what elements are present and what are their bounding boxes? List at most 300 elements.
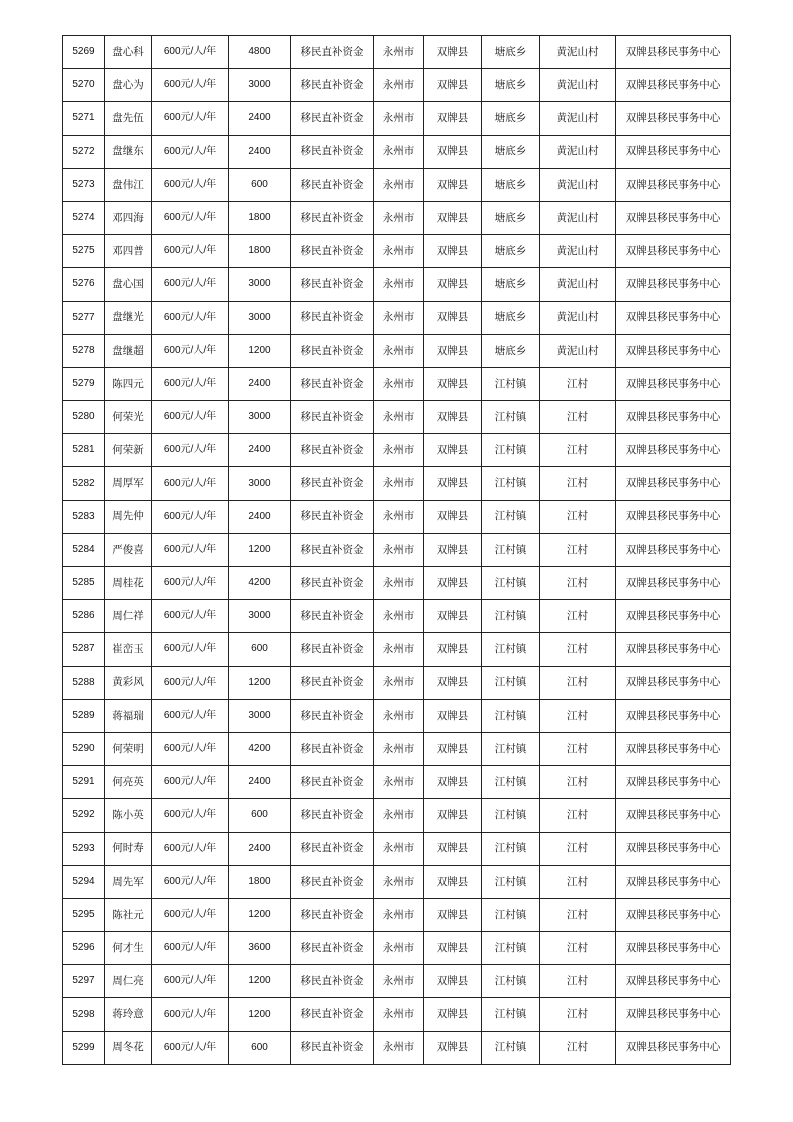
agency-cell: 双牌县移民事务中心 [616,102,731,135]
city-cell: 永州市 [374,69,424,102]
recipient-name-cell: 盘心国 [105,268,152,301]
agency-cell: 双牌县移民事务中心 [616,732,731,765]
agency-cell: 双牌县移民事务中心 [616,965,731,998]
amount-cell: 1200 [229,334,291,367]
town-cell: 塘底乡 [482,135,540,168]
subsidy-standard-cell: 600元/人/年 [152,268,229,301]
town-cell: 江村镇 [482,998,540,1031]
agency-cell: 双牌县移民事务中心 [616,367,731,400]
fund-type-cell: 移民直补资金 [291,102,374,135]
serial-number-cell: 5269 [63,36,105,69]
county-cell: 双牌县 [424,898,482,931]
town-cell: 江村镇 [482,799,540,832]
amount-cell: 1200 [229,965,291,998]
subsidy-standard-cell: 600元/人/年 [152,36,229,69]
agency-cell: 双牌县移民事务中心 [616,533,731,566]
serial-number-cell: 5293 [63,832,105,865]
county-cell: 双牌县 [424,168,482,201]
amount-cell: 1800 [229,865,291,898]
recipient-name-cell: 何荣明 [105,732,152,765]
agency-cell: 双牌县移民事务中心 [616,1031,731,1064]
serial-number-cell: 5283 [63,500,105,533]
fund-type-cell: 移民直补资金 [291,766,374,799]
county-cell: 双牌县 [424,699,482,732]
serial-number-cell: 5298 [63,998,105,1031]
fund-type-cell: 移民直补资金 [291,898,374,931]
serial-number-cell: 5272 [63,135,105,168]
subsidy-standard-cell: 600元/人/年 [152,500,229,533]
recipient-name-cell: 周先仲 [105,500,152,533]
subsidy-table [62,35,731,1065]
subsidy-standard-cell: 600元/人/年 [152,732,229,765]
village-cell: 江村 [540,865,616,898]
village-cell: 黄泥山村 [540,334,616,367]
town-cell: 江村镇 [482,732,540,765]
table-row [63,799,731,832]
recipient-name-cell: 何亮英 [105,766,152,799]
table-row [63,301,731,334]
county-cell: 双牌县 [424,235,482,268]
village-cell: 黄泥山村 [540,36,616,69]
city-cell: 永州市 [374,965,424,998]
county-cell: 双牌县 [424,434,482,467]
village-cell: 江村 [540,699,616,732]
town-cell: 江村镇 [482,401,540,434]
subsidy-standard-cell: 600元/人/年 [152,533,229,566]
town-cell: 塘底乡 [482,334,540,367]
subsidy-standard-cell: 600元/人/年 [152,334,229,367]
city-cell: 永州市 [374,732,424,765]
county-cell: 双牌县 [424,500,482,533]
table-row [63,135,731,168]
county-cell: 双牌县 [424,832,482,865]
town-cell: 塘底乡 [482,69,540,102]
table-row [63,201,731,234]
village-cell: 江村 [540,898,616,931]
amount-cell: 3000 [229,401,291,434]
table-row [63,898,731,931]
table-row [63,633,731,666]
village-cell: 黄泥山村 [540,135,616,168]
serial-number-cell: 5274 [63,201,105,234]
city-cell: 永州市 [374,135,424,168]
table-row [63,600,731,633]
serial-number-cell: 5280 [63,401,105,434]
table-row [63,666,731,699]
table-row [63,732,731,765]
fund-type-cell: 移民直补资金 [291,69,374,102]
town-cell: 江村镇 [482,467,540,500]
village-cell: 江村 [540,567,616,600]
agency-cell: 双牌县移民事务中心 [616,666,731,699]
serial-number-cell: 5281 [63,434,105,467]
city-cell: 永州市 [374,533,424,566]
subsidy-standard-cell: 600元/人/年 [152,168,229,201]
fund-type-cell: 移民直补资金 [291,799,374,832]
amount-cell: 3000 [229,69,291,102]
table-row [63,965,731,998]
serial-number-cell: 5294 [63,865,105,898]
table-row [63,766,731,799]
village-cell: 江村 [540,932,616,965]
recipient-name-cell: 盘继超 [105,334,152,367]
town-cell: 塘底乡 [482,268,540,301]
recipient-name-cell: 周仁亮 [105,965,152,998]
amount-cell: 3000 [229,600,291,633]
serial-number-cell: 5290 [63,732,105,765]
table-row [63,865,731,898]
recipient-name-cell: 盘继光 [105,301,152,334]
town-cell: 江村镇 [482,434,540,467]
table-row [63,998,731,1031]
agency-cell: 双牌县移民事务中心 [616,832,731,865]
county-cell: 双牌县 [424,633,482,666]
agency-cell: 双牌县移民事务中心 [616,932,731,965]
village-cell: 黄泥山村 [540,201,616,234]
city-cell: 永州市 [374,600,424,633]
serial-number-cell: 5275 [63,235,105,268]
village-cell: 江村 [540,965,616,998]
town-cell: 塘底乡 [482,102,540,135]
subsidy-standard-cell: 600元/人/年 [152,135,229,168]
fund-type-cell: 移民直补资金 [291,235,374,268]
county-cell: 双牌县 [424,69,482,102]
table-row [63,334,731,367]
recipient-name-cell: 蒋福瑞 [105,699,152,732]
fund-type-cell: 移民直补资金 [291,533,374,566]
city-cell: 永州市 [374,500,424,533]
table-row [63,36,731,69]
subsidy-standard-cell: 600元/人/年 [152,1031,229,1064]
subsidy-standard-cell: 600元/人/年 [152,467,229,500]
table-row [63,168,731,201]
amount-cell: 3000 [229,301,291,334]
town-cell: 江村镇 [482,666,540,699]
village-cell: 江村 [540,467,616,500]
amount-cell: 1200 [229,998,291,1031]
table-row [63,235,731,268]
city-cell: 永州市 [374,434,424,467]
serial-number-cell: 5287 [63,633,105,666]
agency-cell: 双牌县移民事务中心 [616,334,731,367]
amount-cell: 600 [229,168,291,201]
table-row [63,932,731,965]
recipient-name-cell: 周厚军 [105,467,152,500]
amount-cell: 3600 [229,932,291,965]
city-cell: 永州市 [374,865,424,898]
subsidy-standard-cell: 600元/人/年 [152,998,229,1031]
serial-number-cell: 5284 [63,533,105,566]
subsidy-standard-cell: 600元/人/年 [152,367,229,400]
fund-type-cell: 移民直补资金 [291,932,374,965]
city-cell: 永州市 [374,268,424,301]
recipient-name-cell: 盘心科 [105,36,152,69]
amount-cell: 600 [229,1031,291,1064]
city-cell: 永州市 [374,36,424,69]
subsidy-standard-cell: 600元/人/年 [152,434,229,467]
serial-number-cell: 5288 [63,666,105,699]
serial-number-cell: 5278 [63,334,105,367]
amount-cell: 1200 [229,666,291,699]
serial-number-cell: 5285 [63,567,105,600]
subsidy-standard-cell: 600元/人/年 [152,633,229,666]
agency-cell: 双牌县移民事务中心 [616,998,731,1031]
fund-type-cell: 移民直补资金 [291,36,374,69]
county-cell: 双牌县 [424,36,482,69]
recipient-name-cell: 邓四普 [105,235,152,268]
subsidy-standard-cell: 600元/人/年 [152,567,229,600]
agency-cell: 双牌县移民事务中心 [616,201,731,234]
serial-number-cell: 5277 [63,301,105,334]
amount-cell: 2400 [229,434,291,467]
village-cell: 江村 [540,434,616,467]
county-cell: 双牌县 [424,865,482,898]
subsidy-standard-cell: 600元/人/年 [152,201,229,234]
town-cell: 塘底乡 [482,168,540,201]
agency-cell: 双牌县移民事务中心 [616,401,731,434]
city-cell: 永州市 [374,998,424,1031]
county-cell: 双牌县 [424,135,482,168]
county-cell: 双牌县 [424,102,482,135]
fund-type-cell: 移民直补资金 [291,998,374,1031]
recipient-name-cell: 陈四元 [105,367,152,400]
agency-cell: 双牌县移民事务中心 [616,69,731,102]
city-cell: 永州市 [374,168,424,201]
recipient-name-cell: 盘先伍 [105,102,152,135]
serial-number-cell: 5297 [63,965,105,998]
fund-type-cell: 移民直补资金 [291,832,374,865]
amount-cell: 2400 [229,766,291,799]
agency-cell: 双牌县移民事务中心 [616,799,731,832]
village-cell: 江村 [540,401,616,434]
recipient-name-cell: 盘伟江 [105,168,152,201]
county-cell: 双牌县 [424,932,482,965]
county-cell: 双牌县 [424,201,482,234]
town-cell: 塘底乡 [482,301,540,334]
table-row [63,467,731,500]
county-cell: 双牌县 [424,401,482,434]
amount-cell: 600 [229,799,291,832]
county-cell: 双牌县 [424,998,482,1031]
fund-type-cell: 移民直补资金 [291,268,374,301]
agency-cell: 双牌县移民事务中心 [616,500,731,533]
table-row [63,268,731,301]
fund-type-cell: 移民直补资金 [291,334,374,367]
recipient-name-cell: 何荣新 [105,434,152,467]
agency-cell: 双牌县移民事务中心 [616,898,731,931]
serial-number-cell: 5289 [63,699,105,732]
county-cell: 双牌县 [424,533,482,566]
town-cell: 江村镇 [482,898,540,931]
serial-number-cell: 5299 [63,1031,105,1064]
county-cell: 双牌县 [424,467,482,500]
recipient-name-cell: 周冬花 [105,1031,152,1064]
fund-type-cell: 移民直补资金 [291,666,374,699]
recipient-name-cell: 蒋玲意 [105,998,152,1031]
agency-cell: 双牌县移民事务中心 [616,36,731,69]
fund-type-cell: 移民直补资金 [291,633,374,666]
amount-cell: 4800 [229,36,291,69]
amount-cell: 3000 [229,699,291,732]
fund-type-cell: 移民直补资金 [291,201,374,234]
fund-type-cell: 移民直补资金 [291,367,374,400]
subsidy-standard-cell: 600元/人/年 [152,932,229,965]
agency-cell: 双牌县移民事务中心 [616,434,731,467]
fund-type-cell: 移民直补资金 [291,865,374,898]
recipient-name-cell: 崔峦玉 [105,633,152,666]
city-cell: 永州市 [374,633,424,666]
fund-type-cell: 移民直补资金 [291,500,374,533]
agency-cell: 双牌县移民事务中心 [616,699,731,732]
village-cell: 黄泥山村 [540,168,616,201]
county-cell: 双牌县 [424,268,482,301]
village-cell: 江村 [540,500,616,533]
subsidy-standard-cell: 600元/人/年 [152,799,229,832]
town-cell: 江村镇 [482,932,540,965]
county-cell: 双牌县 [424,766,482,799]
table-row [63,434,731,467]
city-cell: 永州市 [374,699,424,732]
village-cell: 江村 [540,832,616,865]
town-cell: 塘底乡 [482,235,540,268]
subsidy-standard-cell: 600元/人/年 [152,965,229,998]
city-cell: 永州市 [374,401,424,434]
county-cell: 双牌县 [424,567,482,600]
amount-cell: 600 [229,633,291,666]
amount-cell: 2400 [229,367,291,400]
county-cell: 双牌县 [424,600,482,633]
village-cell: 江村 [540,600,616,633]
town-cell: 江村镇 [482,367,540,400]
city-cell: 永州市 [374,666,424,699]
fund-type-cell: 移民直补资金 [291,401,374,434]
city-cell: 永州市 [374,201,424,234]
fund-type-cell: 移民直补资金 [291,168,374,201]
table-row [63,567,731,600]
subsidy-standard-cell: 600元/人/年 [152,832,229,865]
serial-number-cell: 5296 [63,932,105,965]
amount-cell: 2400 [229,500,291,533]
table-row [63,832,731,865]
town-cell: 塘底乡 [482,201,540,234]
amount-cell: 3000 [229,467,291,500]
fund-type-cell: 移民直补资金 [291,567,374,600]
amount-cell: 1200 [229,533,291,566]
village-cell: 黄泥山村 [540,69,616,102]
recipient-name-cell: 严俊喜 [105,533,152,566]
agency-cell: 双牌县移民事务中心 [616,567,731,600]
county-cell: 双牌县 [424,1031,482,1064]
serial-number-cell: 5282 [63,467,105,500]
city-cell: 永州市 [374,367,424,400]
fund-type-cell: 移民直补资金 [291,600,374,633]
table-body [63,36,731,1065]
town-cell: 江村镇 [482,1031,540,1064]
agency-cell: 双牌县移民事务中心 [616,235,731,268]
amount-cell: 1800 [229,235,291,268]
agency-cell: 双牌县移民事务中心 [616,600,731,633]
serial-number-cell: 5292 [63,799,105,832]
village-cell: 江村 [540,367,616,400]
fund-type-cell: 移民直补资金 [291,467,374,500]
amount-cell: 2400 [229,832,291,865]
agency-cell: 双牌县移民事务中心 [616,467,731,500]
agency-cell: 双牌县移民事务中心 [616,268,731,301]
fund-type-cell: 移民直补资金 [291,699,374,732]
fund-type-cell: 移民直补资金 [291,301,374,334]
village-cell: 江村 [540,666,616,699]
city-cell: 永州市 [374,301,424,334]
town-cell: 江村镇 [482,832,540,865]
serial-number-cell: 5271 [63,102,105,135]
village-cell: 江村 [540,799,616,832]
subsidy-standard-cell: 600元/人/年 [152,401,229,434]
town-cell: 江村镇 [482,500,540,533]
amount-cell: 2400 [229,102,291,135]
town-cell: 江村镇 [482,965,540,998]
county-cell: 双牌县 [424,301,482,334]
recipient-name-cell: 黄彩风 [105,666,152,699]
serial-number-cell: 5270 [63,69,105,102]
recipient-name-cell: 陈小英 [105,799,152,832]
town-cell: 江村镇 [482,567,540,600]
recipient-name-cell: 周仁祥 [105,600,152,633]
recipient-name-cell: 陈社元 [105,898,152,931]
county-cell: 双牌县 [424,334,482,367]
town-cell: 江村镇 [482,533,540,566]
agency-cell: 双牌县移民事务中心 [616,633,731,666]
city-cell: 永州市 [374,799,424,832]
town-cell: 江村镇 [482,766,540,799]
village-cell: 江村 [540,633,616,666]
recipient-name-cell: 盘心为 [105,69,152,102]
county-cell: 双牌县 [424,799,482,832]
village-cell: 黄泥山村 [540,235,616,268]
subsidy-standard-cell: 600元/人/年 [152,766,229,799]
recipient-name-cell: 邓四海 [105,201,152,234]
serial-number-cell: 5276 [63,268,105,301]
village-cell: 黄泥山村 [540,268,616,301]
amount-cell: 1800 [229,201,291,234]
serial-number-cell: 5295 [63,898,105,931]
agency-cell: 双牌县移民事务中心 [616,168,731,201]
amount-cell: 1200 [229,898,291,931]
amount-cell: 2400 [229,135,291,168]
city-cell: 永州市 [374,932,424,965]
recipient-name-cell: 盘继东 [105,135,152,168]
village-cell: 黄泥山村 [540,102,616,135]
recipient-name-cell: 周先军 [105,865,152,898]
subsidy-standard-cell: 600元/人/年 [152,102,229,135]
agency-cell: 双牌县移民事务中心 [616,865,731,898]
fund-type-cell: 移民直补资金 [291,732,374,765]
county-cell: 双牌县 [424,367,482,400]
town-cell: 塘底乡 [482,36,540,69]
village-cell: 江村 [540,998,616,1031]
fund-type-cell: 移民直补资金 [291,434,374,467]
serial-number-cell: 5279 [63,367,105,400]
county-cell: 双牌县 [424,732,482,765]
subsidy-standard-cell: 600元/人/年 [152,666,229,699]
table-row [63,699,731,732]
table-row [63,102,731,135]
village-cell: 江村 [540,732,616,765]
city-cell: 永州市 [374,102,424,135]
recipient-name-cell: 何才生 [105,932,152,965]
agency-cell: 双牌县移民事务中心 [616,135,731,168]
serial-number-cell: 5286 [63,600,105,633]
city-cell: 永州市 [374,235,424,268]
